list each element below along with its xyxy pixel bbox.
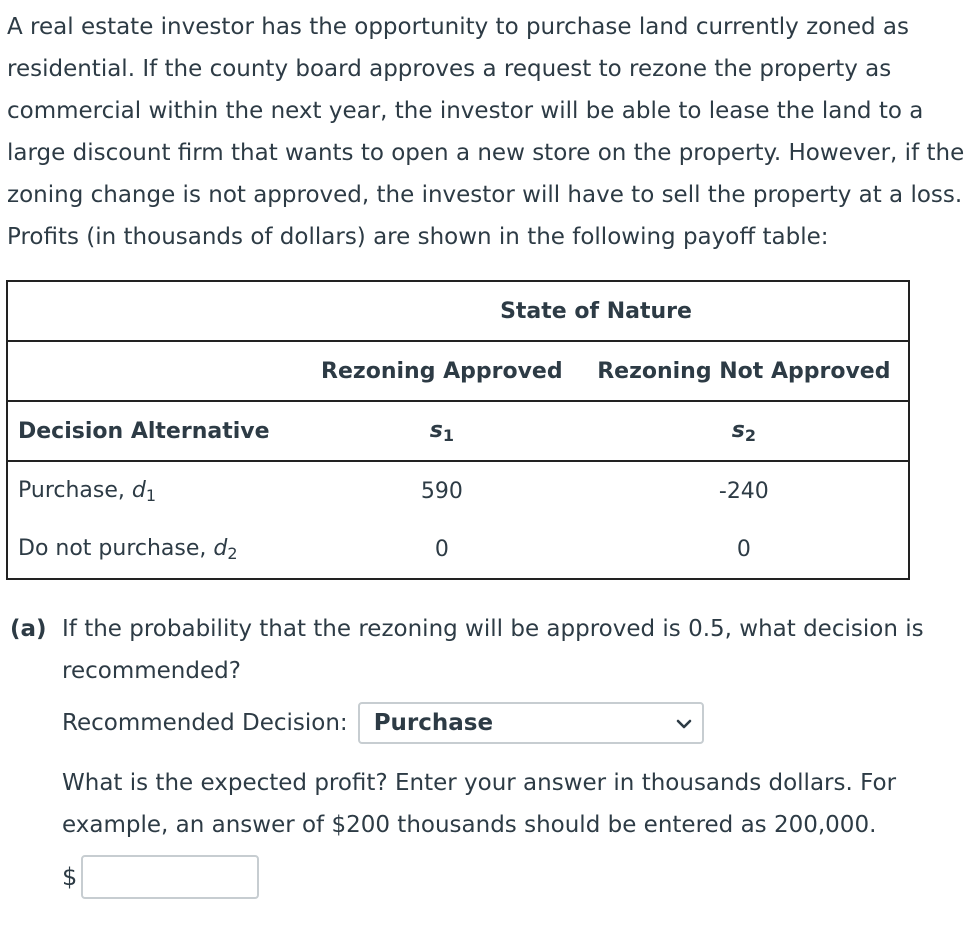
row-subscript: 2 (227, 543, 238, 563)
row-label-cell (7, 520, 304, 579)
row-label: Do not purchase, (18, 535, 214, 561)
row-s2-value: -240 (580, 461, 909, 520)
expected-profit-answer-row (62, 855, 259, 899)
s2-title: Rezoning Not Approved (580, 341, 909, 401)
s1-subscript: 1 (442, 425, 454, 445)
s2-symbol-cell (580, 401, 909, 461)
chevron-down-icon (676, 713, 692, 734)
recommended-decision-select[interactable] (358, 702, 704, 744)
expected-profit-input[interactable] (81, 855, 259, 899)
problem-intro: A real estate investor has the opportunity to purchase land currently zoned as residential. If the county board approves a request to rezone the property as commercial within the next year, the investor will be able to lease the land to a large discount firm that wants to open a new store on the property. However, if the zoning change is not approved, the investor will have to sell the property at a loss. Profits (in thousands of dollars) are shown in the following payoff table: (7, 14, 965, 250)
s2-subscript: 2 (744, 425, 756, 445)
s1-title: Rezoning Approved (304, 341, 580, 401)
s1-symbol-cell (304, 401, 580, 461)
selected-decision-value: Purchase (373, 710, 494, 736)
row-s1-value: 0 (434, 536, 449, 562)
decision-alternative-header: Decision Alternative (7, 401, 304, 461)
payoff-table (6, 280, 910, 580)
part-a-label: (a) (10, 616, 47, 642)
s1-symbol: s (429, 417, 443, 443)
row-label: Purchase, (18, 477, 132, 503)
row-s2-value: 0 (736, 536, 751, 562)
table-row (7, 520, 909, 579)
recommended-decision-row (62, 700, 704, 746)
expected-profit-question: What is the expected profit? Enter your answer in thousands dollars. For example, an answer of $200 thousands should be entered as 200,000. (62, 770, 897, 838)
currency-symbol: $ (62, 863, 78, 891)
recommended-decision-label: Recommended Decision: (62, 710, 348, 736)
part-a-question-block (10, 608, 950, 692)
row-label-cell (7, 461, 304, 520)
s2-symbol: s (731, 417, 745, 443)
row-s1-value: 590 (304, 461, 580, 520)
part-a-question: If the probability that the rezoning will be approved is 0.5, what decision is recommended? (62, 616, 924, 684)
row-variable: d (131, 477, 146, 503)
row-variable: d (213, 535, 228, 561)
table-row (7, 461, 909, 520)
state-of-nature-header: State of Nature (500, 298, 692, 324)
row-subscript: 1 (145, 485, 157, 505)
empty-header-cell (7, 341, 304, 401)
